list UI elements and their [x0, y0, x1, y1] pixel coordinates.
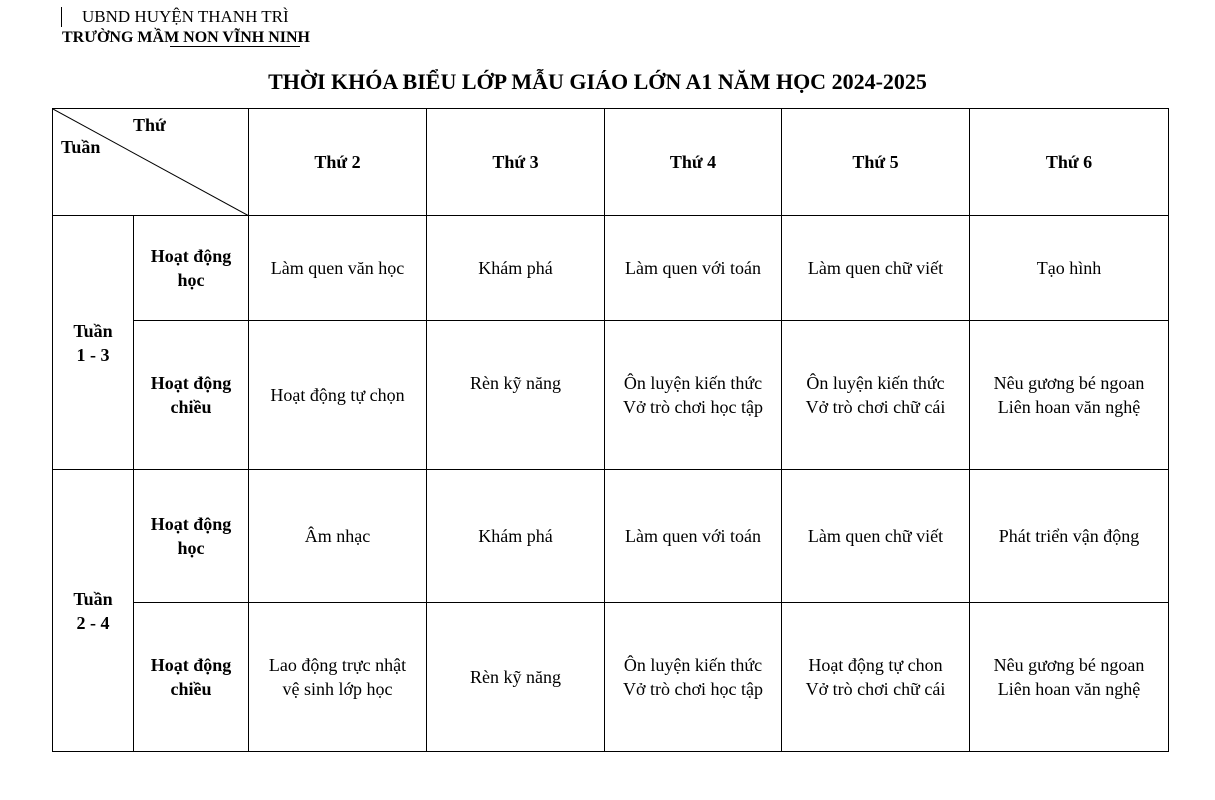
schedule-cell: Lao động trực nhật vệ sinh lớp học	[249, 603, 427, 752]
schedule-cell: Rèn kỹ năng	[427, 321, 605, 470]
day-header: Thứ 2	[249, 109, 427, 216]
day-header: Thứ 6	[970, 109, 1169, 216]
corner-week-label: Tuần	[61, 137, 101, 157]
activity-label: Hoạt động học	[134, 216, 249, 321]
schedule-cell: Nêu gương bé ngoan Liên hoan văn nghệ	[970, 321, 1169, 470]
week-label: Tuần 2 - 4	[53, 470, 134, 752]
schedule-cell: Hoạt động tự chon Vở trò chơi chữ cái	[782, 603, 970, 752]
schedule-cell: Âm nhạc	[249, 470, 427, 603]
table-row	[53, 321, 1169, 470]
table-row	[53, 470, 1169, 603]
schedule-cell: Ôn luyện kiến thức Vở trò chơi chữ cái	[782, 321, 970, 470]
activity-label: Hoạt động học	[134, 470, 249, 603]
schedule-cell: Làm quen với toán	[605, 216, 782, 321]
corner-cell	[53, 109, 249, 216]
timetable	[52, 108, 1169, 752]
header-row	[53, 109, 1169, 216]
schedule-cell: Làm quen văn học	[249, 216, 427, 321]
table-row	[53, 216, 1169, 321]
schedule-cell: Nêu gương bé ngoan Liên hoan văn nghệ	[970, 603, 1169, 752]
day-header: Thứ 3	[427, 109, 605, 216]
schedule-cell: Làm quen với toán	[605, 470, 782, 603]
header-margin-bar	[61, 7, 62, 27]
activity-label: Hoạt động chiều	[134, 603, 249, 752]
schedule-cell: Tạo hình	[970, 216, 1169, 321]
school-name: TRƯỜNG MẦM NON VĨNH NINH	[62, 29, 310, 46]
schedule-cell: Khám phá	[427, 470, 605, 603]
schedule-cell: Phát triển vận động	[970, 470, 1169, 603]
day-header: Thứ 5	[782, 109, 970, 216]
activity-label: Hoạt động chiều	[134, 321, 249, 470]
day-header: Thứ 4	[605, 109, 782, 216]
page-title: THỜI KHÓA BIỂU LỚP MẪU GIÁO LỚN A1 NĂM HỌC 2024-2025	[268, 69, 927, 94]
week-label: Tuần 1 - 3	[53, 216, 134, 470]
agency-name: UBND HUYỆN THANH TRÌ	[82, 7, 289, 26]
table-row	[53, 603, 1169, 752]
schedule-cell: Ôn luyện kiến thức Vở trò chơi học tập	[605, 321, 782, 470]
corner-day-label: Thứ	[133, 115, 166, 135]
schedule-cell: Làm quen chữ viết	[782, 216, 970, 321]
schedule-cell: Khám phá	[427, 216, 605, 321]
school-name-underline	[170, 46, 300, 47]
schedule-cell: Rèn kỹ năng	[427, 603, 605, 752]
schedule-cell: Hoạt động tự chọn	[249, 321, 427, 470]
schedule-cell: Làm quen chữ viết	[782, 470, 970, 603]
schedule-cell: Ôn luyện kiến thức Vở trò chơi học tập	[605, 603, 782, 752]
